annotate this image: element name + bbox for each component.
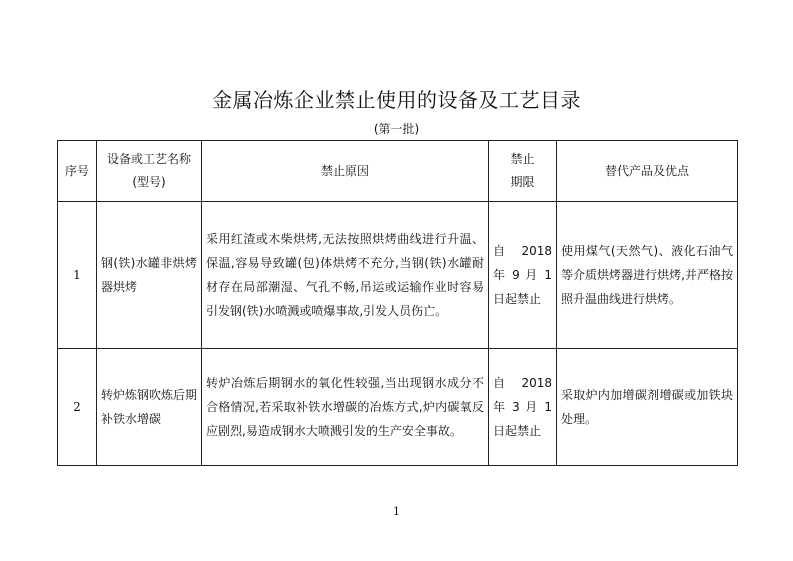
header-seq: 序号 (58, 141, 97, 202)
row-deadline: 自 2018 年 3 月 1 日起禁止 (489, 349, 557, 466)
table-header-row (58, 141, 738, 202)
table-row (58, 349, 738, 466)
row-equipment: 钢(铁)水罐非烘烤器烘烤 (97, 202, 202, 349)
header-alternative: 替代产品及优点 (557, 141, 738, 202)
row-reason: 转炉冶炼后期钢水的氧化性较强,当出现钢水成分不合格情况,若采取补铁水增碳的冶炼方式,炉内碳氧反应剧烈,易造成钢水大喷溅引发的生产安全事故。 (202, 349, 489, 466)
header-reason: 禁止原因 (202, 141, 489, 202)
table-row (58, 202, 738, 349)
row-reason: 采用红渣或木柴烘烤,无法按照烘烤曲线进行升温、保温,容易导致罐(包)体烘烤不充分,当钢(铁)水罐耐材存在局部潮湿、气孔不畅,吊运或运输作业时容易引发钢(铁)水喷溅或喷爆事故,引发人员伤亡。 (202, 202, 489, 349)
page-number: 1 (393, 505, 400, 518)
row-deadline: 自 2018 年 9 月 1 日起禁止 (489, 202, 557, 349)
row-alternative: 采取炉内加增碳剂增碳或加铁块处理。 (557, 349, 738, 466)
header-equipment: 设备或工艺名称 (型号) (97, 141, 202, 202)
document-subtitle: (第一批) (373, 122, 420, 136)
header-deadline: 禁止 期限 (489, 141, 557, 202)
catalog-table (57, 140, 738, 466)
row-seq: 1 (58, 202, 97, 349)
row-alternative: 使用煤气(天然气)、液化石油气等介质烘烤器进行烘烤,并严格按照升温曲线进行烘烤。 (557, 202, 738, 349)
document-title: 金属冶炼企业禁止使用的设备及工艺目录 (212, 88, 581, 112)
row-seq: 2 (58, 349, 97, 466)
row-equipment: 转炉炼钢吹炼后期补铁水增碳 (97, 349, 202, 466)
